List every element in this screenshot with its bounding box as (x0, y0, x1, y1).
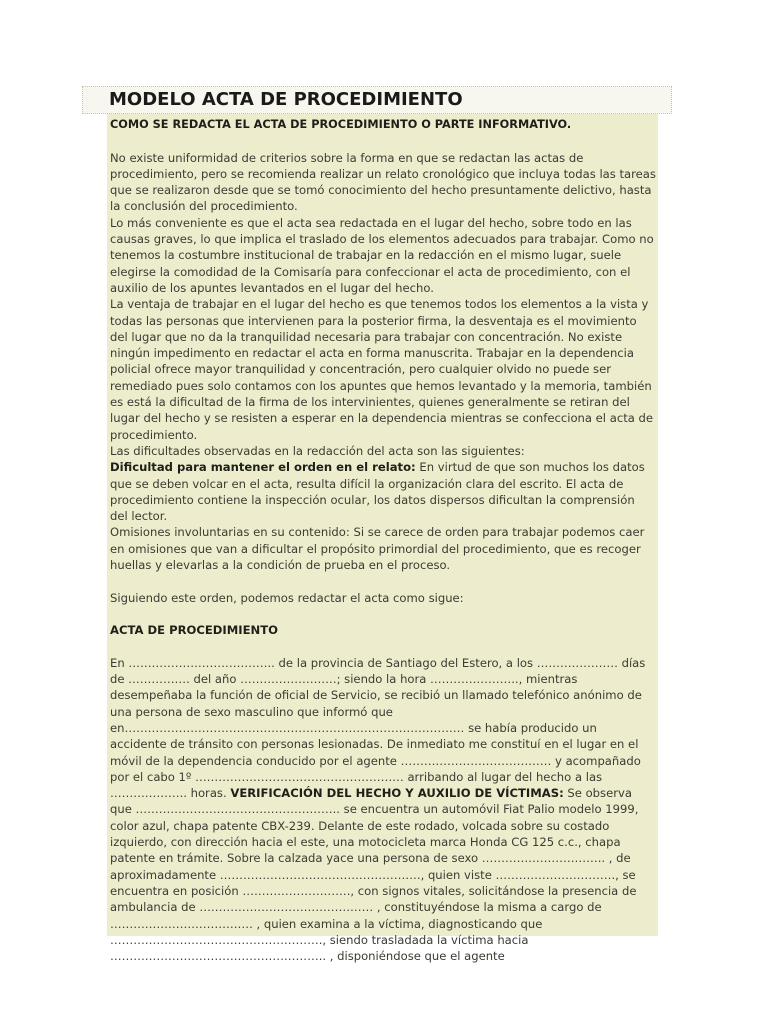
title-bar (82, 86, 672, 114)
spacer (110, 606, 656, 622)
paragraph-4: Las dificultades observadas en la redacción del acta son las siguientes: (110, 443, 525, 458)
acta-heading: VERIFICACIÓN DEL HECHO Y AUXILIO DE VÍCTIMAS: (230, 786, 564, 801)
section-title: ACTA DE PROCEDIMIENTO (110, 623, 278, 638)
spacer (110, 573, 656, 589)
spacer (110, 133, 656, 149)
document-body (107, 114, 658, 964)
paragraph-5 (110, 459, 656, 524)
paragraph-2: Lo más conveniente es que el acta sea redactada en el lugar del hecho, sobre todo en las causas graves, lo que implica el traslado de los elementos adecuados para trabajar. Como no tenemos la costumbre institucional de trabajar en la redacción en el mismo lugar, suele elegirse la comodidad de la Comisaría para confeccionar el acta de procedimiento, con el auxilio de los apuntes levantados en el lugar del hecho. (110, 215, 654, 295)
acta-text-2: Se observa que …………………………………………….. se encuentra un automóvil Fiat Palio modelo 1999, color azul, chapa patente CBX-239. Delante de este rodado, volcada sobre su costado izquierdo, con dirección hacia el este, una motocicleta marca Honda CG 125 c.c., chapa patente en trámite. Sobre la calzada yace una persona de sexo ………………………….. , de aproximadamente ……………………………………………., quien viste …………………………., se encuentra en posición ………………………., con signos vitales, solicitándose la presencia de ambulancia de ……………………………………… , constituyéndose la misma a cargo de ………………………………. , quien examina a la víctima, diagnosticando que ………………………………………………., siendo trasladada la víctima hacia ……………………………………………….. , disponiéndose que el agente (110, 786, 639, 964)
page-title: MODELO ACTA DE PROCEDIMIENTO (109, 89, 463, 110)
paragraph-5-text: En virtud de que son muchos los datos que se deben volcar en el acta, resulta difícil la organización clara del escrito. El acta de procedimiento contiene la inspección ocular, los datos dispersos dificultan la comprensión del lector. (110, 460, 645, 524)
paragraph-3: La ventaja de trabajar en el lugar del hecho es que tenemos todos los elementos a la vista y todas las personas que intervienen para la posterior firma, la desventaja es el movimiento del lugar que no da la tranquilidad necesaria para trabajar con concentración. No existe ningún impedimento en redactar el acta en forma manuscrita. Trabajar en la dependencia policial ofrece mayor tranquilidad y concentración, pero cualquier olvido no puede ser remediado pues solo contamos con los apuntes que hemos levantado y la memoria, también es está la dificultad de la firma de los intervinientes, quienes generalmente se retiran del lugar del hecho y se resisten a esperar en la dependencia mientras se confecciona el acta de procedimiento. (110, 297, 654, 442)
spacer (110, 639, 656, 655)
document-subtitle: COMO SE REDACTA EL ACTA DE PROCEDIMIENTO O PARTE INFORMATIVO. (110, 118, 572, 131)
paragraph-1: No existe uniformidad de criterios sobre la forma en que se redactan las actas de procedimiento, pero se recomienda realizar un relato cronológico que incluya todas las tareas que se realizaron desde que se tomó conocimiento del hecho presuntamente delictivo, hasta la conclusión del procedimiento. (110, 150, 656, 214)
paragraph-7: Siguiendo este orden, podemos redactar el acta como sigue: (110, 590, 464, 605)
acta-body (110, 655, 656, 965)
paragraph-5-heading: Dificultad para mantener el orden en el relato: (110, 460, 416, 475)
paragraph-6: Omisiones involuntarias en su contenido: Si se carece de orden para trabajar podemos caer en omisiones que van a dificultar el propósito primordial del procedimiento, que es recoger huellas y elevarlas a la condición de prueba en el proceso. (110, 525, 645, 573)
acta-text-1: En ……………………………….. de la provincia de Santiago del Estero, a los ………………… días de ……………. del año …………………….; siendo la hora ………………….., mientras desempeñaba la función de oficial de Servicio, se recibió un llamado telefónico anónimo de una persona de sexo masculino que informó que en………………………….………………………………………………… se había producido un accidente de tránsito con personas lesionadas. De inmediato me constituí en el lugar en el móvil de la dependencia conducido por el agente ………………………………… y acompañado por el cabo 1º ……………………………………………… arribando al lugar del hecho a las ……………….. horas. (110, 655, 646, 801)
